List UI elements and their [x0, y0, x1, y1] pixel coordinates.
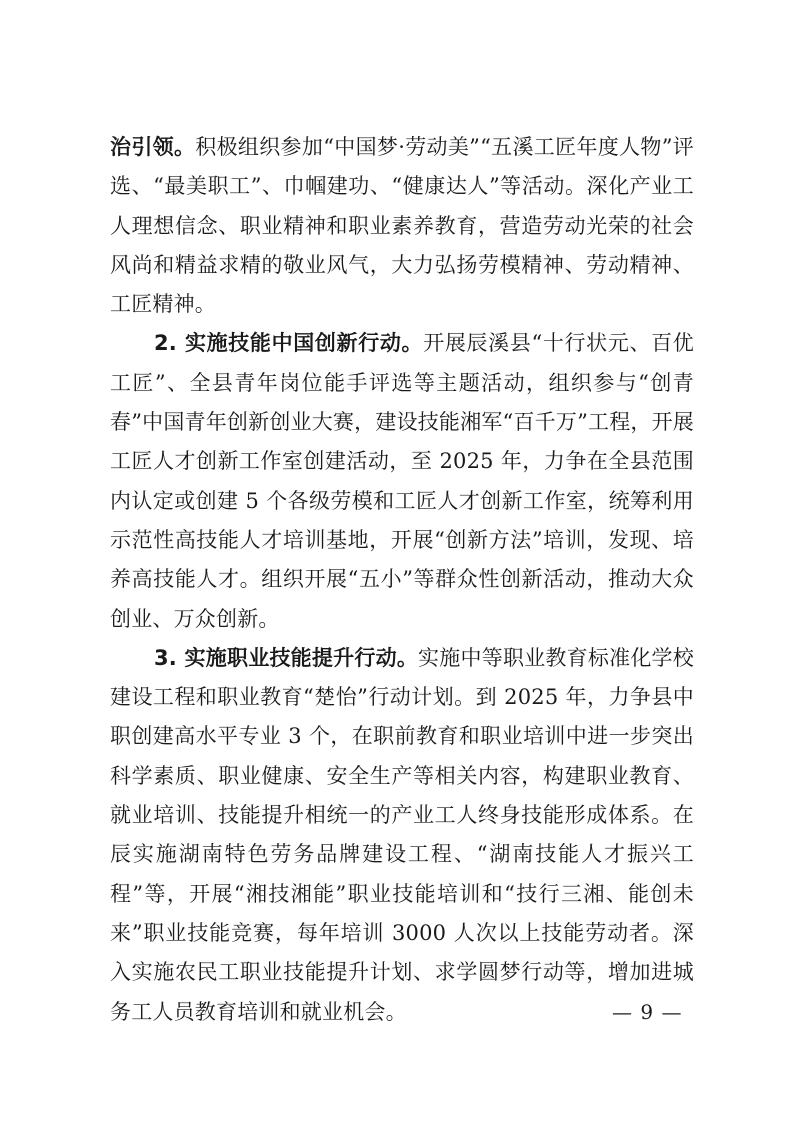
page-number: — 9 —: [612, 1000, 683, 1024]
paragraph-2-heading: 2. 实施技能中国创新行动。: [154, 331, 424, 356]
paragraph-3: [110, 639, 694, 1032]
paragraph-3-heading: 3. 实施职业技能提升行动。: [154, 645, 419, 670]
paragraph-1: [110, 128, 694, 324]
paragraph-2-text: 开展辰溪县“十行状元、百优工匠”、全县青年岗位能手评选等主题活动，组织参与“创青春”中国青年创新创业大赛，建设技能湘军“百千万”工程，开展工匠人才创新工作室创建活动，至 2025 年，力争在全县范围内认定或创建 5 个各级劳模和工匠人才创新工作室，统筹利用示范性高技能人才培训基地，开展“创新方法”培训，发现、培养高技能人才。组织开展“五小”等群众性创新活动，推动大众创业、万众创新。: [110, 331, 695, 631]
paragraph-1-text: 积极组织参加“中国梦·劳动美”“五溪工匠年度人物”评选、“最美职工”、巾帼建功、“健康达人”等活动。深化产业工人理想信念、职业精神和职业素养教育，营造劳动光荣的社会风尚和精益求精的敬业风气，大力弘扬劳模精神、劳动精神、工匠精神。: [110, 135, 694, 317]
paragraph-3-text: 实施中等职业教育标准化学校建设工程和职业教育“楚怡”行动计划。到 2025 年，力争县中职创建高水平专业 3 个，在职前教育和职业培训中进一步突出科学素质、职业健康、安全生产等相关内容，构建职业教育、就业培训、技能提升相统一的产业工人终身技能形成体系。在辰实施湖南特色劳务品牌建设工程、“湖南技能人才振兴工程”等，开展“湘技湘能”职业技能培训和“技行三湘、能创未来”职业技能竞赛，每年培训 3000 人次以上技能劳动者。深入实施农民工职业技能提升计划、求学圆梦行动等，增加进城务工人员教育培训和就业机会。: [110, 645, 694, 1024]
paragraph-1-heading: 治引领。: [110, 135, 196, 159]
document-body: [110, 128, 694, 1032]
paragraph-2: [110, 324, 694, 638]
